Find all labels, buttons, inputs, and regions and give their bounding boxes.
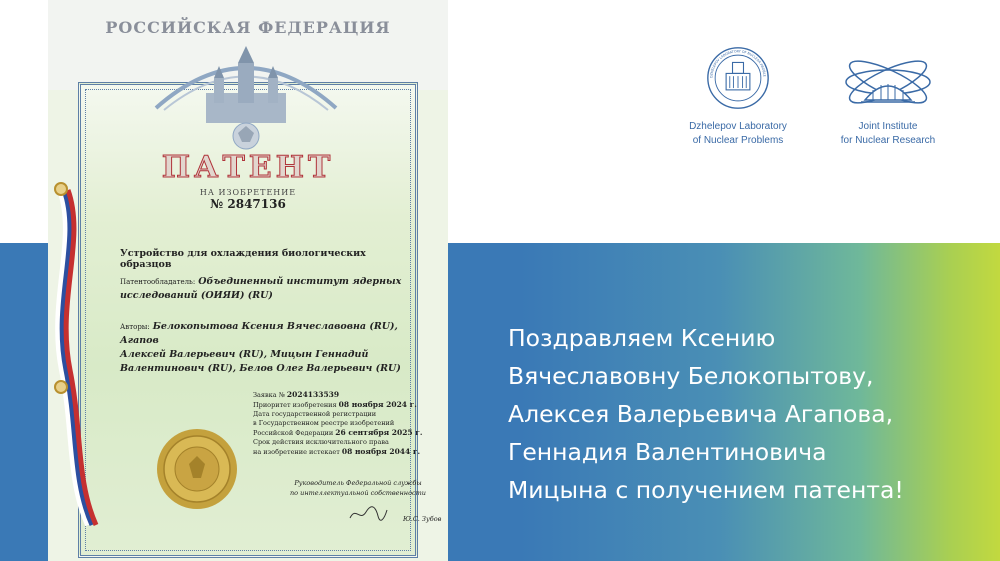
expiry-label: на изобретение истекает xyxy=(253,448,340,456)
expiry-value: 08 ноября 2044 г. xyxy=(341,447,421,456)
authors-value-2: Алексей Валерьевич (RU), Мицын Геннадий xyxy=(120,349,369,360)
application-details xyxy=(253,390,428,457)
service-head-line-2: по интеллектуальной собственности xyxy=(289,489,426,497)
golden-seal-icon xyxy=(156,428,238,510)
registration-value: 26 сентября 2025 г. xyxy=(335,428,423,437)
registration-line-1: Дата государственной регистрации xyxy=(253,410,377,418)
certificate-number: № 2847136 xyxy=(210,197,286,211)
message-line-5: Мицына с получением патента! xyxy=(508,476,904,504)
registration-label: Российской Федерации xyxy=(253,429,334,437)
jinr-caption-line-2: for Nuclear Research xyxy=(840,135,936,146)
dlnp-logo-icon xyxy=(706,46,770,110)
certificate-subtitle: НА ИЗОБРЕТЕНИЕ xyxy=(199,188,297,197)
app-number-value: 2024133539 xyxy=(286,390,340,399)
priority-value: 08 ноября 2024 г. xyxy=(338,400,417,409)
binder-ring-icon xyxy=(54,182,68,196)
message-line-4: Геннадия Валентиновича xyxy=(508,438,827,466)
patent-holder xyxy=(120,275,420,303)
signature-icon xyxy=(348,504,388,524)
jinr-logo-icon xyxy=(842,54,934,114)
binder-ring-icon xyxy=(54,380,68,394)
service-head-line-1: Руководитель Федеральной службы xyxy=(294,479,422,487)
jinr-caption-line-1: Joint Institute xyxy=(858,121,918,132)
service-head xyxy=(278,478,438,498)
signer-name: Ю.С. Зубов xyxy=(403,515,442,523)
priority-label: Приоритет изобретения xyxy=(253,401,337,409)
app-number-label: Заявка № xyxy=(253,391,285,399)
authors-value-1: Белокопытова Ксения Вячеславовна (RU), Агапов xyxy=(120,321,398,346)
authors-value-3: Валентинович (RU), Белов Олег Валерьевич (RU) xyxy=(120,363,401,374)
message-line-1: Поздравляем Ксению xyxy=(508,324,776,352)
holder-value-1: Объединенный институт ядерных xyxy=(198,276,402,287)
certificate-title: ПАТЕНТ xyxy=(161,150,335,185)
term-line: Срок действия исключительного права xyxy=(253,438,389,446)
dlnp-caption-line-1: Dzhelepov Laboratory xyxy=(689,121,787,132)
congratulation-message xyxy=(508,319,988,509)
holder-label: Патентообладатель: xyxy=(120,278,196,286)
jinr-caption xyxy=(818,120,958,148)
certificate-country: РОССИЙСКАЯ ФЕДЕРАЦИЯ xyxy=(105,18,391,37)
authors-label: Авторы: xyxy=(120,323,150,331)
dlnp-ring-text: DZHELEPOV LABORATORY OF NUCLEAR PROBLE xyxy=(709,49,767,79)
dlnp-caption xyxy=(668,120,808,148)
registration-line-2: в Государственном реестре изобретений xyxy=(253,419,395,427)
tricolor-ribbon-icon xyxy=(48,180,108,540)
patent-authors xyxy=(120,320,420,376)
patent-certificate xyxy=(48,0,448,561)
kremlin-emblem-icon xyxy=(146,38,346,156)
message-line-3: Алексея Валерьевича Агапова, xyxy=(508,400,894,428)
dlnp-caption-line-2: of Nuclear Problems xyxy=(692,135,784,146)
invention-title: Устройство для охлаждения биологических образцов xyxy=(120,248,366,270)
holder-value-2: исследований (ОИЯИ) (RU) xyxy=(120,290,273,301)
message-line-2: Вячеславовну Белокопытову, xyxy=(508,362,874,390)
